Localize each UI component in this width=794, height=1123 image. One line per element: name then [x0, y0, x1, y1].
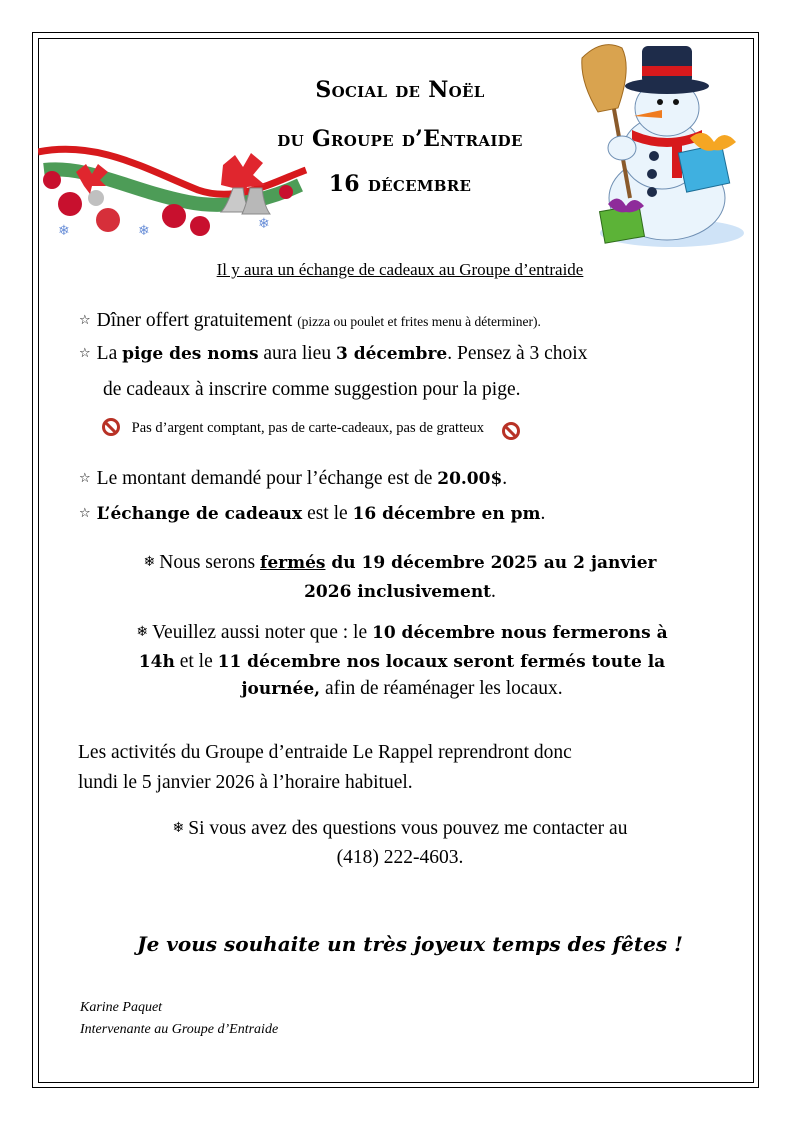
montant-post: . [502, 468, 508, 489]
ornament [58, 192, 82, 216]
echange-mid: est le [302, 503, 353, 524]
gift-exchange-heading-text: Il y aura un échange de cadeaux au Groupe d’entraide [216, 260, 584, 279]
prohibited-icon [102, 418, 120, 436]
schedule-note-line-2 [52, 651, 752, 673]
diner-text: Dîner offert gratuitement [96, 310, 293, 331]
pige-post: . Pensez à 3 choix [447, 343, 588, 364]
closure-pre: Nous serons [159, 552, 260, 573]
closure-notice-line-2 [60, 581, 740, 603]
closure-notice [60, 552, 740, 574]
restriction-text: Pas d’argent comptant, pas de carte-cadeaux, pas de gratteux [131, 420, 485, 436]
closure-end: 2026 inclusivement [304, 582, 492, 602]
snowflake-icon: ❄ [143, 554, 156, 570]
pige-line-2: de cadeaux à inscrire comme suggestion pour la pige. [103, 379, 521, 400]
pige-date: 3 décembre [335, 344, 448, 364]
contact-line-1 [60, 818, 740, 840]
bullet-pige [79, 343, 587, 365]
snowflake-icon: ❄ [58, 223, 70, 239]
eye [673, 99, 679, 105]
echange-date: 16 décembre en pm [352, 504, 541, 524]
echange-post: . [540, 503, 546, 524]
star-icon: ☆ [79, 471, 91, 486]
pige-pre: La [96, 343, 123, 364]
snowflake-icon: ❄ [138, 223, 150, 239]
gift-exchange-heading [60, 260, 740, 280]
schedule-note-line-3 [52, 678, 752, 700]
echange-bold: L’échange de cadeaux [96, 504, 303, 524]
note-14h: 14h [138, 652, 175, 672]
montant-pre: Le montant demandé pour l’échange est de [96, 468, 438, 489]
note-pre: Veuillez aussi noter que : le [152, 622, 372, 643]
prohibited-icon [502, 422, 520, 440]
bullet-echange [79, 503, 545, 525]
title-line-1: Social de Noël [315, 77, 485, 103]
bullet-diner [79, 310, 541, 332]
star-icon: ☆ [79, 346, 91, 361]
title-date: 16 décembre [328, 171, 472, 197]
note-dec11: 11 décembre nos locaux seront fermés toute la [217, 652, 666, 672]
button [647, 169, 657, 179]
closure-ferme: fermés [260, 553, 326, 573]
ornament [43, 171, 61, 189]
star-icon: ☆ [79, 506, 91, 521]
contact-text: Si vous avez des questions vous pouvez me contacter au [188, 818, 628, 839]
ornament [162, 204, 186, 228]
snowflake-icon: ❄ [172, 820, 185, 836]
button [649, 151, 659, 161]
star-icon: ☆ [79, 313, 91, 328]
schedule-note [52, 622, 752, 644]
resume-line-1: Les activités du Groupe d’entraide Le Rappel reprendront donc [78, 742, 572, 763]
resume-line-2: lundi le 5 janvier 2026 à l’horaire habituel. [78, 772, 413, 793]
note-post: afin de réaménager les locaux. [320, 678, 563, 699]
signature-name: Karine Paquet [80, 1000, 163, 1015]
title-line-2: du Groupe d’Entraide [277, 126, 523, 152]
note-mid: et le [174, 651, 218, 672]
snowflake-icon: ❄ [258, 216, 270, 232]
holiday-greeting: Je vous souhaite un très joyeux temps des fêtes ! [137, 932, 683, 956]
ornament [96, 208, 120, 232]
diner-note: (pizza ou poulet et frites menu à déterminer). [297, 314, 541, 329]
gift-box-blue [678, 144, 729, 192]
contact-phone: (418) 222-4603. [336, 847, 464, 868]
pige-mid: aura lieu [258, 343, 336, 364]
hat-band [642, 66, 692, 76]
eye [657, 99, 663, 105]
ornament [190, 216, 210, 236]
closure-post: . [491, 581, 496, 602]
pige-bold: pige des noms [122, 344, 259, 364]
hat-brim [625, 78, 709, 94]
montant-amount: 20.00$ [437, 469, 503, 489]
bullet-montant [79, 468, 507, 490]
note-journee: journée, [241, 679, 321, 699]
snowflake-icon: ❄ [136, 624, 149, 640]
note-dec10: 10 décembre nous fermerons à [371, 623, 668, 643]
restriction-note [102, 418, 520, 440]
button [647, 187, 657, 197]
closure-dates: du 19 décembre 2025 au 2 janvier [325, 553, 657, 573]
signature-role: Intervenante au Groupe d’Entraide [80, 1022, 279, 1037]
